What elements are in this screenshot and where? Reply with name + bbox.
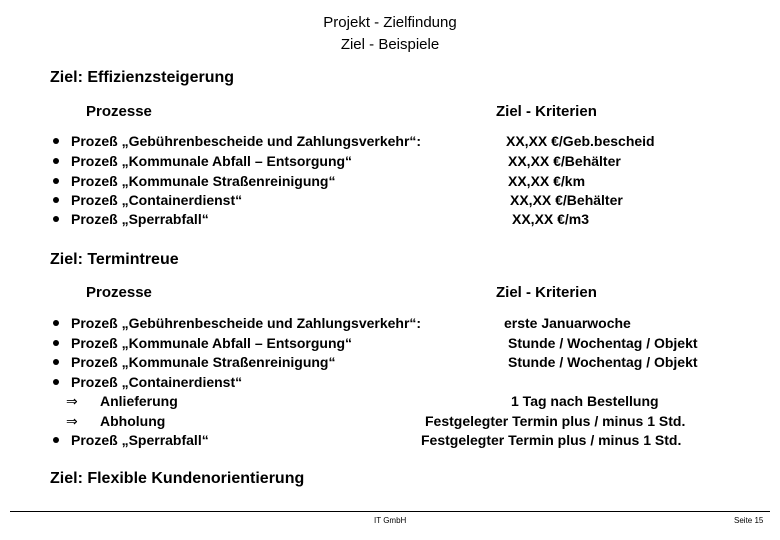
- process-item: Prozeß „Sperrabfall“: [71, 432, 209, 448]
- page-subtitle: Ziel - Beispiele: [340, 36, 440, 53]
- criterion-item: 1 Tag nach Bestellung: [511, 393, 659, 409]
- process-item: Prozeß „Containerdienst“: [71, 374, 243, 390]
- process-item: Prozeß „Kommunale Abfall – Entsorgung“: [71, 153, 353, 169]
- criterion-item: XX,XX €/Behälter: [508, 153, 621, 169]
- criterion-item: XX,XX €/Behälter: [510, 192, 623, 208]
- criterion-item: Stunde / Wochentag / Objekt: [508, 354, 698, 370]
- sub-process-item: Anlieferung: [100, 393, 178, 409]
- process-item: Prozeß „Sperrabfall“: [71, 211, 209, 227]
- bullet-icon: [53, 178, 59, 184]
- implies-arrow-icon: ⇒: [66, 413, 78, 429]
- sub-process-item: Abholung: [100, 413, 166, 429]
- criterion-item: Festgelegter Termin plus / minus 1 Std.: [425, 413, 686, 429]
- process-item: Prozeß „Gebührenbescheide und Zahlungsverkehr“:: [71, 315, 422, 331]
- bullet-icon: [53, 216, 59, 222]
- bullet-icon: [53, 437, 59, 443]
- criterion-item: Festgelegter Termin plus / minus 1 Std.: [421, 432, 682, 448]
- page-title: Projekt - Zielfindung: [323, 14, 457, 31]
- bullet-icon: [53, 197, 59, 203]
- bullet-icon: [53, 379, 59, 385]
- process-item: Prozeß „Kommunale Straßenreinigung“: [71, 354, 336, 370]
- bullet-icon: [53, 359, 59, 365]
- footer-company: IT GmbH: [374, 516, 407, 525]
- section-title-termintreue: Ziel: Termintreue: [50, 251, 179, 268]
- bullet-icon: [53, 158, 59, 164]
- criterion-item: erste Januarwoche: [504, 315, 631, 331]
- criterion-item: XX,XX €/km: [508, 173, 586, 189]
- bullet-icon: [53, 320, 59, 326]
- footer-divider: [10, 511, 770, 512]
- bullet-icon: [53, 138, 59, 144]
- footer-page-number: Seite 15: [734, 516, 764, 525]
- process-item: Prozeß „Containerdienst“: [71, 192, 243, 208]
- criterion-item: XX,XX €/Geb.bescheid: [506, 133, 655, 149]
- process-item: Prozeß „Kommunale Abfall – Entsorgung“: [71, 335, 353, 351]
- process-item: Prozeß „Gebührenbescheide und Zahlungsverkehr“:: [71, 133, 422, 149]
- process-item: Prozeß „Kommunale Straßenreinigung“: [71, 173, 336, 189]
- criterion-item: XX,XX €/m3: [512, 211, 590, 227]
- column-header-processes: Prozesse: [86, 284, 152, 301]
- section-title-effizienz: Ziel: Effizienzsteigerung: [50, 69, 235, 86]
- criterion-item: Stunde / Wochentag / Objekt: [508, 335, 698, 351]
- column-header-processes: Prozesse: [86, 103, 152, 120]
- implies-arrow-icon: ⇒: [66, 393, 78, 409]
- bullet-icon: [53, 340, 59, 346]
- section-title-kundenorientierung: Ziel: Flexible Kundenorientierung: [50, 470, 305, 487]
- column-header-criteria: Ziel - Kriterien: [496, 103, 597, 120]
- column-header-criteria: Ziel - Kriterien: [496, 284, 597, 301]
